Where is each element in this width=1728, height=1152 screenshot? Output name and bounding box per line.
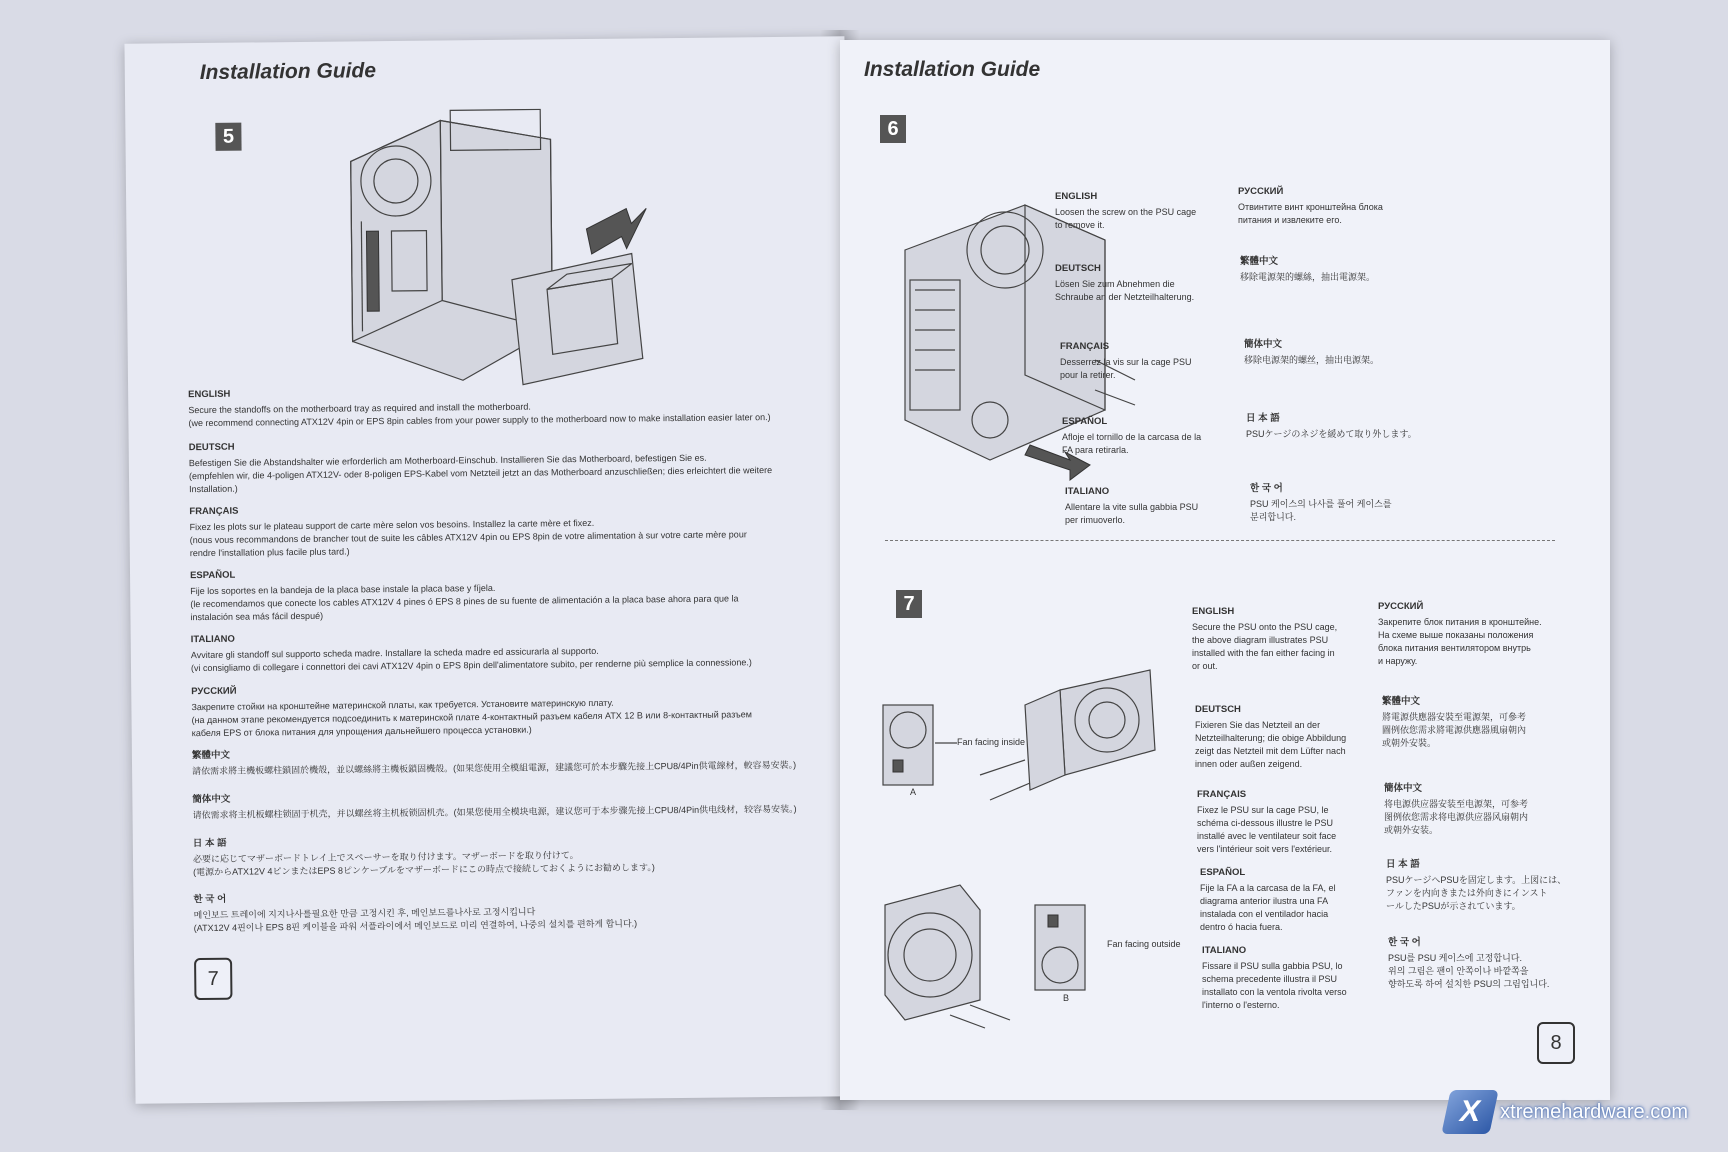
step6-deutsch	[1055, 262, 1230, 304]
section-heading: РУССКИЙ	[191, 685, 237, 698]
section-heading: ITALIANO	[1202, 945, 1247, 956]
section-heading: 한 국 어	[1250, 483, 1283, 494]
section-line: 或朝外安装。	[1384, 825, 1439, 835]
section-line: ファンを内向きまたは外向きにインスト	[1386, 888, 1548, 898]
section-line: rendre l'installation plus facile plus tard.)	[189, 546, 350, 559]
lang-section-korean	[193, 886, 833, 935]
section-heading: ENGLISH	[1055, 191, 1098, 202]
section-line: l'interno o l'esterno.	[1202, 1000, 1280, 1010]
step7-traditional-chinese	[1382, 695, 1572, 750]
section-line: (на данном этапе рекомендуется подсоединить к материнской плате 4-контактный разъем кабеля ATX 12 В или 8-контактный разъем	[191, 709, 752, 726]
section-line: (nous vous recommandons de brancher tout de suite les câbles ATX12V 4pin ou EPS 8pin de votre alimentation à sur votre carte mère pour	[189, 529, 747, 546]
step7-italiano	[1202, 944, 1382, 1012]
section-heading: РУССКИЙ	[1378, 601, 1424, 612]
section-heading: ENGLISH	[1192, 606, 1235, 617]
section-line: (le recomendamos que conecte los cables ATX12V 4 pines ó EPS 8 pines de su fuente de alimentación a la placa base ahora para que la	[190, 593, 739, 610]
section-line: per rimuoverlo.	[1065, 515, 1126, 525]
section-line: Allentare la vite sulla gabbia PSU	[1065, 502, 1199, 512]
section-heading: 簡体中文	[1244, 339, 1283, 350]
section-line: 将电源供应器安装至电源架，可参考	[1384, 799, 1529, 809]
label-a: A	[910, 787, 917, 797]
section-line: Installation.)	[189, 483, 238, 495]
step6-korean	[1250, 482, 1440, 524]
section-heading: FRANÇAIS	[1060, 341, 1110, 352]
section-line: installé avec le ventilateur soit face	[1197, 831, 1337, 841]
section-heading: 日 本 語	[192, 837, 227, 850]
section-line: FA para retirarla.	[1062, 445, 1129, 455]
step7-korean	[1388, 936, 1588, 991]
lang-section-traditional-chinese	[192, 742, 832, 778]
section-line: schéma ci-dessous illustre le PSU	[1197, 818, 1334, 828]
section-line: 위의 그림은 팬이 안쪽이나 바깥쪽을	[1388, 966, 1529, 976]
section-heading: DEUTSCH	[1195, 704, 1241, 715]
section-line: Schraube an der Netzteilhalterung.	[1055, 292, 1195, 302]
section-line: Fixez les plots sur le plateau support de carte mère selon vos besoins. Installez la carte mère et fixez.	[189, 517, 595, 533]
section-line: innen oder außen zeigend.	[1195, 759, 1303, 769]
section-heading: 한 국 어	[1388, 937, 1421, 948]
section-heading: ITALIANO	[190, 633, 235, 646]
section-line: и наружу.	[1378, 656, 1418, 666]
section-heading: 簡体中文	[192, 793, 231, 806]
section-line: instalación sea más fácil despué)	[190, 610, 324, 623]
section-line: 메인보드 트레이에 지지나사를필요한 만큼 고정시킨 후, 메인보드를나사로 고정시킵니다	[193, 906, 536, 921]
section-line: 或朝外安裝。	[1382, 738, 1437, 748]
step-badge: 7	[896, 590, 922, 618]
section-line: or out.	[1192, 661, 1218, 671]
section-heading: FRANÇAIS	[1197, 789, 1247, 800]
section-heading: DEUTSCH	[188, 441, 235, 454]
step6-espanol	[1062, 415, 1237, 457]
page-number: 8	[1537, 1022, 1575, 1064]
section-line: PSUケージのネジを緩めて取り外します。	[1246, 429, 1417, 439]
caption-fan-outside: Fan facing outside	[1107, 939, 1181, 949]
section-heading: 繁體中文	[1382, 696, 1421, 707]
section-line: Avvitare gli standoff sul supporto scheda madre. Installare la scheda madre ed assicurarla al supporto.	[190, 645, 599, 661]
label-b: B	[1063, 993, 1070, 1003]
page-title: Installation Guide	[864, 58, 1041, 81]
step6-simplified-chinese	[1244, 338, 1434, 367]
section-heading: 日 本 語	[1386, 859, 1420, 870]
step6-english	[1055, 190, 1230, 232]
lang-section-russian	[191, 678, 832, 740]
watermark-text: xtremehardware.com	[1500, 1100, 1688, 1123]
step7-espanol	[1200, 866, 1380, 934]
lang-section-english	[188, 381, 828, 430]
section-line: schema precedente illustra il PSU	[1202, 974, 1338, 984]
section-line: Befestigen Sie die Abstandshalter wie erforderlich am Motherboard-Einschub. Installieren Sie das Motherboard, befestigen Sie es.	[188, 452, 707, 469]
left-page	[124, 36, 855, 1103]
section-line: Fissare il PSU sulla gabbia PSU, lo	[1202, 961, 1343, 971]
lang-section-italiano	[191, 626, 831, 675]
section-line: 분리합니다.	[1250, 512, 1296, 522]
section-line: Secure the standoffs on the motherboard tray as required and install the motherboard.	[188, 401, 531, 416]
step7-deutsch	[1195, 703, 1375, 771]
section-line: Loosen the screw on the PSU cage	[1055, 207, 1197, 217]
section-line: 移除電源架的螺絲，抽出電源架。	[1240, 272, 1376, 282]
lang-section-japanese	[193, 830, 833, 879]
section-line: 图例依您需求将电源供应器风扇朝内	[1384, 812, 1529, 822]
section-line: diagrama anterior ilustra una FA	[1200, 896, 1329, 906]
section-line: Netzteilhalterung; die obige Abbildung	[1195, 733, 1347, 743]
step6-japanese	[1246, 412, 1446, 441]
step6-italiano	[1065, 485, 1240, 527]
section-line: zeigt das Netzteil mit dem Lüfter nach	[1195, 746, 1346, 756]
section-line: Fije los soportes en la bandeja de la placa base instale la placa base y fíjela.	[190, 582, 496, 597]
section-heading: ESPAÑOL	[1200, 867, 1246, 878]
section-heading: 繁體中文	[191, 749, 230, 762]
section-line: the above diagram illustrates PSU	[1192, 635, 1329, 645]
section-line: Отвинтите винт кронштейна блока	[1238, 202, 1383, 212]
section-heading: DEUTSCH	[1055, 263, 1101, 274]
section-line: 圖例依您需求將電源供應器風扇朝內	[1382, 725, 1527, 735]
section-line: 將電源供應器安裝至電源架，可參考	[1382, 712, 1527, 722]
step6-russian	[1238, 185, 1428, 227]
section-line: На схеме выше показаны положения	[1378, 630, 1534, 640]
section-heading: ENGLISH	[188, 388, 231, 401]
section-heading: 繁體中文	[1240, 256, 1279, 267]
lang-section-francais	[189, 498, 830, 560]
lang-section-espanol	[190, 562, 831, 624]
psu-fan-outside-illustration	[880, 880, 1120, 1030]
section-line: (empfehlen wir, die 4-poligen ATX12V- oder 8-poligen EPS-Kabel vom Netzteil jetzt an das Motherboard anzuschließen; dies erleichtert die weitere	[188, 465, 773, 482]
section-line: Закрепите блок питания в кронштейне.	[1378, 617, 1542, 627]
caption-fan-inside: Fan facing inside	[957, 737, 1026, 747]
step7-simplified-chinese	[1384, 782, 1574, 837]
section-line: pour la retirer.	[1060, 370, 1116, 380]
section-line: (ATX12V 4핀이나 EPS 8핀 케이블을 파워 서플라이에서 메인보드로 미리 연결하여, 나중의 설치를 편하게 합니다.)	[193, 918, 638, 934]
section-heading: FRANÇAIS	[189, 505, 239, 518]
section-line: Fije la FA a la carcasa de la FA, el	[1200, 883, 1336, 893]
section-line: Fixez le PSU sur la cage PSU, le	[1197, 805, 1329, 815]
section-line: ールしたPSUが示されています。	[1386, 901, 1521, 911]
step7-francais	[1197, 788, 1377, 856]
page-number: 7	[194, 958, 232, 1000]
watermark-logo-icon: X	[1441, 1090, 1498, 1134]
section-line: installato con la ventola rivolta verso	[1202, 987, 1347, 997]
section-line: (電源からATX12V 4ピンまたはEPS 8ピンケーブルをマザーボードにこの時点で接続しておくようにお勧めします。)	[193, 862, 655, 878]
section-line: Lösen Sie zum Abnehmen die	[1055, 279, 1175, 289]
section-line: кабеля EPS от блока питания для упрощения дальнейшего процесса установки.)	[191, 724, 532, 739]
section-line: Fixieren Sie das Netzteil an der	[1195, 720, 1321, 730]
case-motherboard-illustration	[340, 78, 663, 391]
section-line: 请依需求将主机板螺柱锁固于机壳，并以螺丝将主机板锁固机壳。(如果您使用全模块电源，建议您可于本步骤先接上CPU8/4Pin供电线材，较容易安装。)	[192, 803, 797, 821]
section-line: dentro ó hacia fuera.	[1200, 922, 1283, 932]
section-line: 移除电源架的螺丝，抽出电源架。	[1244, 355, 1380, 365]
section-line: Secure the PSU onto the PSU cage,	[1192, 622, 1338, 632]
section-line: Desserrez la vis sur la cage PSU	[1060, 357, 1192, 367]
lang-section-simplified-chinese	[192, 786, 832, 822]
section-line: PSUケージへPSUを固定します。上図には、	[1386, 875, 1567, 885]
section-line: to remove it.	[1055, 220, 1105, 230]
section-line: блока питания вентилятором внутрь	[1378, 643, 1531, 653]
section-line: (vi consigliamo di collegare i connettori dei cavi ATX12V 4pin o EPS 8pin dell'alimentatore subito, per renderne più semplice la connessione.)	[190, 657, 752, 674]
section-line: instalada con el ventilador hacia	[1200, 909, 1329, 919]
section-heading: 한 국 어	[193, 893, 227, 906]
section-heading: ESPAÑOL	[189, 569, 236, 582]
section-line: PSU 케이스의 나사를 풀어 케이스를	[1250, 499, 1392, 509]
site-watermark	[1446, 1090, 1688, 1134]
step7-japanese	[1386, 858, 1586, 913]
section-line: (we recommend connecting ATX12V 4pin or EPS 8pin cables from your power supply to the motherboard now to make installation easier later on.)	[188, 412, 771, 429]
section-line: Закрепите стойки на кронштейне материнской платы, как требуется. Установите материнскую плату.	[191, 697, 614, 713]
step6-francais	[1060, 340, 1235, 382]
section-heading: РУССКИЙ	[1238, 186, 1284, 197]
section-line: 請依需求將主機板螺柱鎖固於機殼，並以螺絲將主機板鎖固機殼。(如果您使用全模組電源，建議您可於本步驟先接上CPU8/4Pin供電線材，較容易安裝。)	[192, 759, 797, 777]
step7-russian	[1378, 600, 1578, 668]
section-line: 향하도록 하여 설치한 PSU의 그림입니다.	[1388, 979, 1550, 989]
step-badge: 6	[880, 115, 906, 143]
section-line: PSU를 PSU 케이스에 고정합니다.	[1388, 953, 1522, 963]
section-heading: 簡体中文	[1384, 783, 1423, 794]
section-line: Afloje el tornillo de la carcasa de la	[1062, 432, 1202, 442]
step-divider	[885, 540, 1555, 541]
section-heading: ESPAÑOL	[1062, 416, 1108, 427]
step7-english	[1192, 605, 1372, 673]
section-heading: 日 本 語	[1246, 413, 1280, 424]
section-heading: ITALIANO	[1065, 486, 1110, 497]
lang-section-deutsch	[189, 434, 830, 496]
page-title: Installation Guide	[199, 59, 377, 85]
section-line: vers l'intérieur soit vers l'extérieur.	[1197, 844, 1332, 854]
section-line: 必要に応じてマザーボードトレイ上でスペーサーを取り付けます。マザーボードを取り付けて。	[192, 850, 579, 865]
section-line: питания и извлеките его.	[1238, 215, 1342, 225]
step6-traditional-chinese	[1240, 255, 1430, 284]
section-line: installed with the fan either facing in	[1192, 648, 1335, 658]
step-badge: 5	[215, 123, 241, 151]
